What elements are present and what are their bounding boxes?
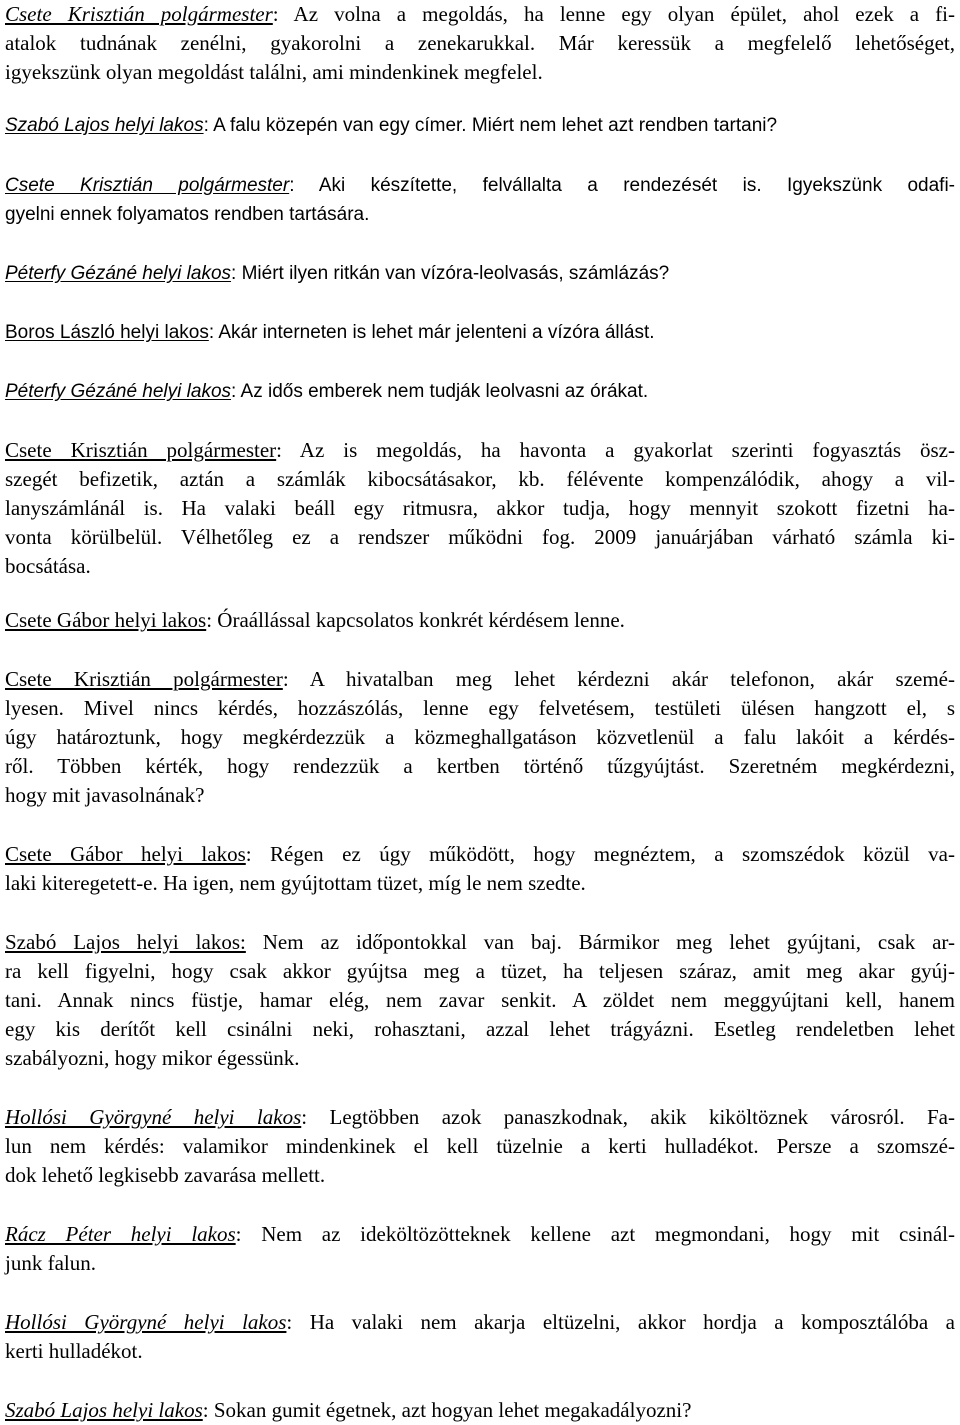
speaker-name: Csete Gábor helyi lakos [5,608,207,632]
speech-paragraph [5,665,955,810]
text-line [5,1132,955,1161]
speech-text: úgy határoztunk, hogy megkérdezzük a közmeghallgatáson közvetlenül a falu lakóit a kérdés- [5,725,955,749]
text-line [5,1103,955,1132]
speech-text: : Az idős emberek nem tudják leolvasni az órákat. [231,381,649,402]
speech-text: Nem az időpontokkal van baj. Bármikor meg lehet gyújtani, csak ar- [245,930,955,954]
text-line [5,957,955,986]
speech-paragraph [5,1220,955,1278]
speech-text: szabályozni, hogy mikor égessünk. [5,1046,300,1070]
speech-paragraph [5,171,955,229]
speech-text: vonta körülbelül. Vélhetőleg ez a rendszer működni fog. 2009 januárjában várható számla ki- [5,525,955,549]
text-line [5,1220,955,1249]
text-line [5,523,955,552]
speech-text: lyesen. Mivel nincs kérdés, hozzászólás, lenne egy felvetésem, testületi ülésen hangzott el, s [5,696,955,720]
speech-text: kerti hulladékot. [5,1339,143,1363]
speech-text: gyelni ennek folyamatos rendben tartására. [5,204,370,225]
text-line [5,840,955,869]
speaker-name: Csete Krisztián polgármester [5,175,290,196]
speech-paragraph [5,1308,955,1366]
speech-text: : Sokan gumit égetnek, azt hogyan lehet megakadályozni? [202,1398,692,1422]
speaker-name: Péterfy Gézáné helyi lakos [5,381,232,402]
speech-paragraph [5,0,955,87]
speech-text: egy kis derítőt kell csinálni neki, rohasztani, azzal lehet trágyázni. Esetleg rendeletben lehet [5,1017,955,1041]
speech-paragraph [5,436,955,581]
text-line [5,29,955,58]
text-line [5,781,955,810]
speech-text: : A falu közepén van egy címer. Miért nem lehet azt rendben tartani? [203,115,778,136]
speaker-name: Csete Gábor helyi lakos [5,842,246,866]
speech-text: hogy mit javasolnának? [5,783,205,807]
text-line [5,1337,955,1366]
speech-text: ről. Többen kérték, hogy rendezzük a kertben történő tűzgyújtást. Szeretném megkérdezni, [5,754,955,778]
text-line [5,552,955,581]
text-line [5,694,955,723]
speech-text: : Akár interneten is lehet már jelenteni a vízóra állást. [208,322,655,343]
speech-paragraph [5,840,955,898]
text-line [5,1249,955,1278]
speech-paragraph [5,377,955,406]
speech-text: tani. Annak nincs füstje, hamar elég, nem zavar senkit. A zöldet nem meggyújtani kell, hanem [5,988,955,1012]
speaker-name: Szabó Lajos helyi lakos: [5,930,246,954]
speech-paragraph [5,606,955,635]
speech-text: igyekszünk olyan megoldást találni, ami mindenkinek megfelel. [5,60,543,84]
text-line [5,318,955,347]
speech-paragraph [5,1396,955,1425]
text-line [5,1015,955,1044]
speaker-name: Csete Krisztián polgármester [5,667,283,691]
speaker-name: Boros László helyi lakos [5,322,209,343]
text-line [5,465,955,494]
speech-text: : Aki készítette, felvállalta a rendezését is. Igyekszünk odafi- [289,175,955,196]
text-line [5,200,955,229]
speaker-name: Csete Krisztián polgármester [5,438,277,462]
speaker-name: Hollósi Györgyné helyi lakos [5,1310,287,1334]
text-line [5,1396,955,1425]
speaker-name: Szabó Lajos helyi lakos [5,1398,203,1422]
speaker-name: Hollósi Györgyné helyi lakos [5,1105,302,1129]
speaker-name: Szabó Lajos helyi lakos [5,115,204,136]
text-line [5,1161,955,1190]
speech-text: : Legtöbben azok panaszkodnak, akik kiköltöznek városról. Fa- [301,1105,955,1129]
speech-paragraph [5,259,955,288]
text-line [5,928,955,957]
speech-text: ra kell figyelni, hogy csak akkor gyújtsa meg a tüzet, ha teljesen száraz, amit meg akar gyúj- [5,959,955,983]
text-line [5,494,955,523]
speech-text: dok lehető legkisebb zavarása mellett. [5,1163,326,1187]
text-line [5,869,955,898]
speech-text: bocsátása. [5,554,91,578]
text-line [5,111,955,140]
speech-text: lun nem kérdés: valamikor mindenkinek el kell tüzelnie a kerti hulladékot. Persze a szomszé- [5,1134,955,1158]
speaker-name: Péterfy Gézáné helyi lakos [5,263,232,284]
text-line [5,752,955,781]
speech-text: atalok tudnának zenélni, gyakorolni a zenekarukkal. Már keressük a megfelelő lehetőséget, [5,31,955,55]
speech-text: : Óraállással kapcsolatos konkrét kérdésem lenne. [206,608,625,632]
text-line [5,436,955,465]
text-line [5,171,955,200]
text-line [5,259,955,288]
speech-text: junk falun. [5,1251,96,1275]
speech-text: : Miért ilyen ritkán van vízóra-leolvasás, számlázás? [231,263,670,284]
speech-paragraph [5,1103,955,1190]
speech-text: : Régen ez úgy működött, hogy megnéztem, a szomszédok közül va- [245,842,955,866]
text-line [5,665,955,694]
speech-paragraph [5,928,955,1073]
speaker-name: Rácz Péter helyi lakos [5,1222,236,1246]
speech-text: : A hivatalban meg lehet kérdezni akár telefonon, akár szemé- [282,667,955,691]
speech-paragraph [5,318,955,347]
speech-text: : Ha valaki nem akarja eltüzelni, akkor hordja a komposztálóba a [286,1310,955,1334]
text-line [5,58,955,87]
text-line [5,0,955,29]
speech-text: : Az is megoldás, ha havonta a gyakorlat szerinti fogyasztás ösz- [276,438,955,462]
text-line [5,606,955,635]
speech-text: laki kiteregetett-e. Ha igen, nem gyújtottam tüzet, míg le nem szedte. [5,871,586,895]
speech-text: : Nem az ideköltözötteknek kellene azt megmondani, hogy mit csinál- [235,1222,956,1246]
speech-text: lanyszámlánál is. Ha valaki beáll egy ritmusra, akkor tudja, hogy mennyit szokott fizetni ha- [5,496,955,520]
text-line [5,377,955,406]
speech-text: : Az volna a megoldás, ha lenne egy olyan épület, ahol ezek a fi- [272,2,955,26]
text-line [5,723,955,752]
speech-paragraph [5,111,955,140]
text-line [5,1044,955,1073]
text-line [5,986,955,1015]
text-line [5,1308,955,1337]
speaker-name: Csete Krisztián polgármester [5,2,273,26]
speech-text: szegét befizetik, aztán a számlák kibocsátásakor, kb. félévente kompenzálódik, ahogy a vil- [5,467,955,491]
